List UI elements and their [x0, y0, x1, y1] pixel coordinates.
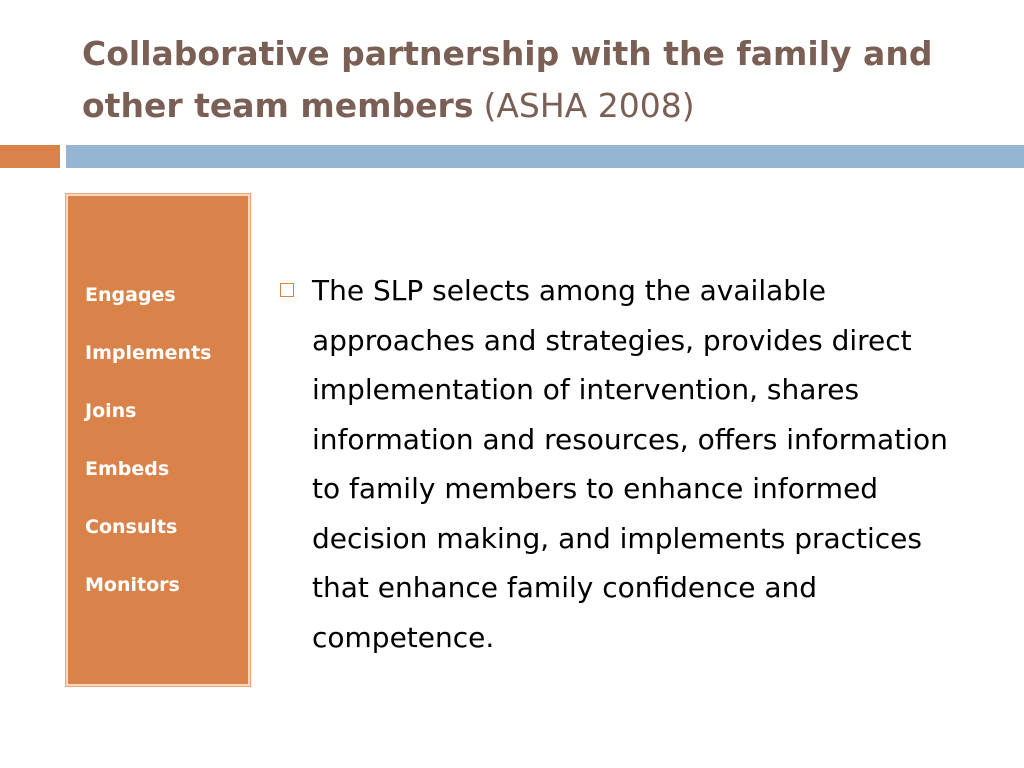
bullet-text: The SLP selects among the available approaches and strategies, provides direct implementation of intervention, shares information and resources, offers information to family members to enhance informed decision making, and implements practices that enhance family confidence and competence.: [312, 274, 948, 654]
title-citation: (ASHA 2008): [483, 86, 695, 125]
content-area: [280, 266, 980, 662]
sidebar-panel: [66, 194, 250, 686]
bullet-item: [280, 266, 980, 662]
slide-title: [82, 28, 992, 132]
sidebar-item-consults: Consults: [85, 516, 178, 538]
sidebar-item-joins: Joins: [85, 400, 137, 422]
title-accent-bar: [0, 145, 60, 168]
hollow-square-bullet-icon: [280, 283, 294, 297]
title-main: Collaborative partnership with the family and other team members: [82, 34, 933, 125]
title-divider-bar: [66, 145, 1024, 168]
sidebar-list: [85, 280, 211, 628]
sidebar-item-embeds: Embeds: [85, 458, 170, 480]
sidebar-item-implements: Implements: [85, 342, 212, 364]
sidebar-item-engages: Engages: [85, 284, 176, 306]
sidebar-item-monitors: Monitors: [85, 574, 180, 596]
